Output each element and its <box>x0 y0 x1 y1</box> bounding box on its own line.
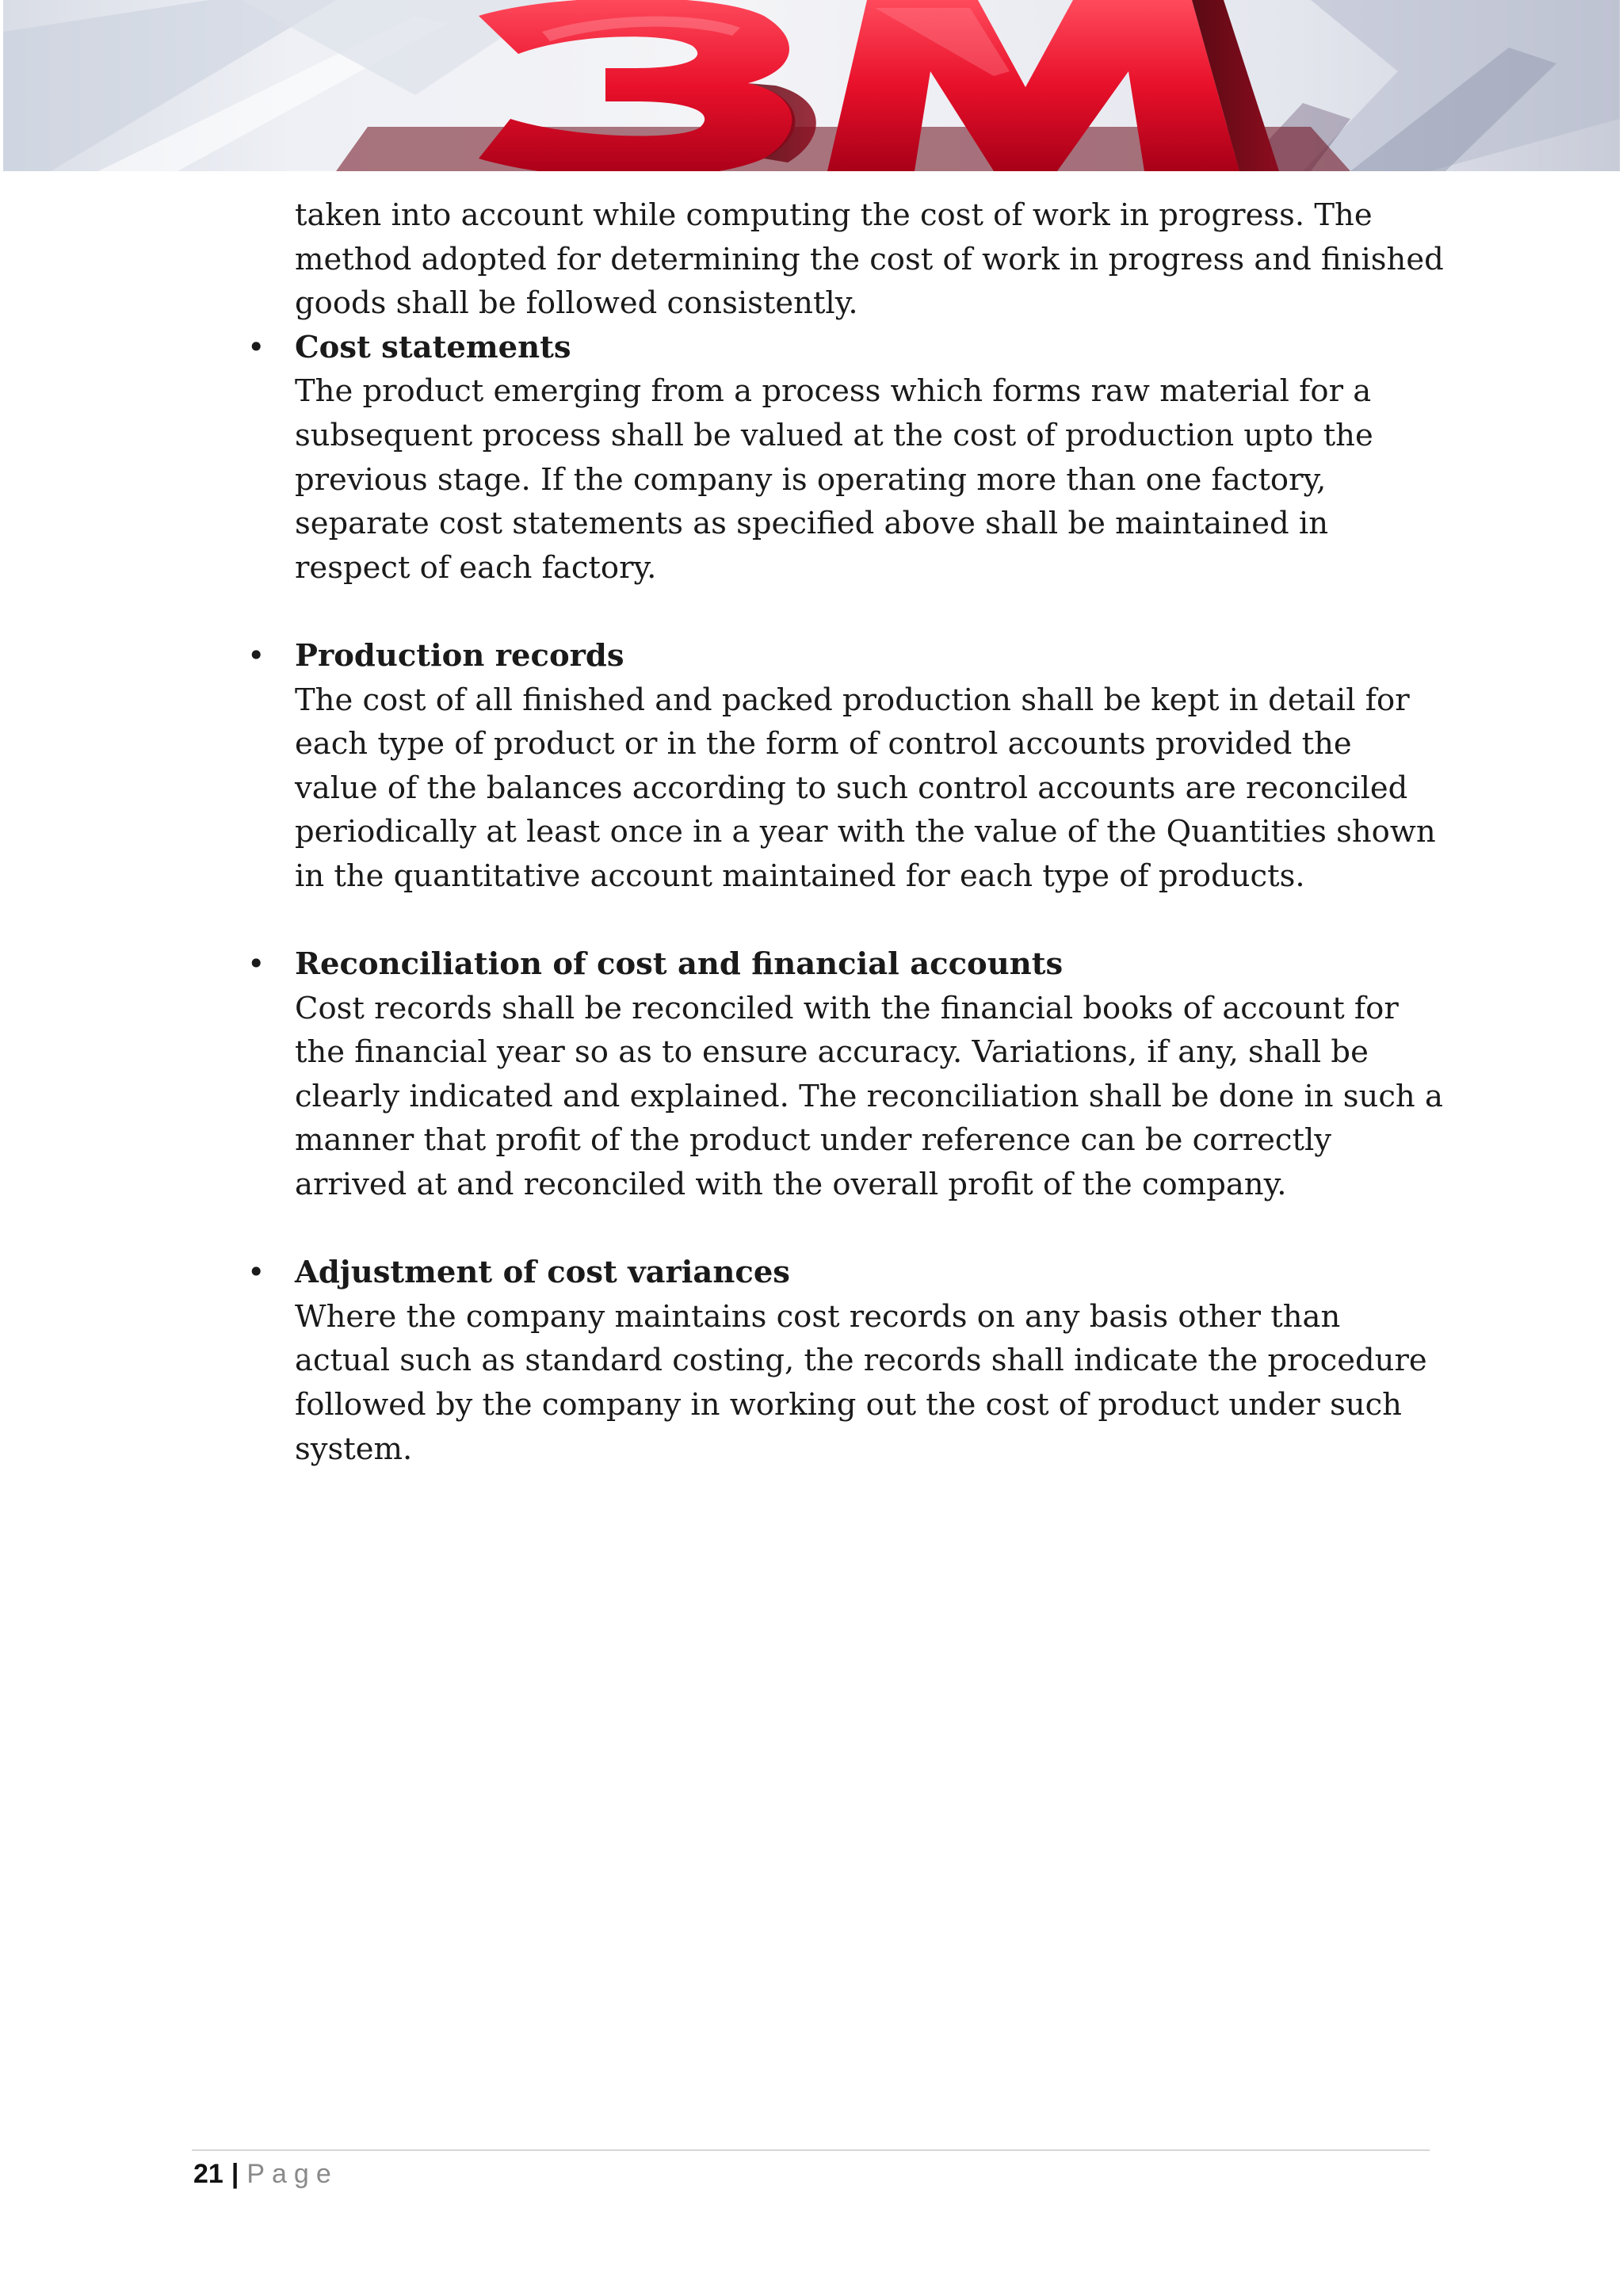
bullet-icon: • <box>247 637 265 673</box>
page-footer <box>193 2154 338 2194</box>
section-heading: Production records <box>295 637 624 674</box>
header-banner <box>3 0 1620 171</box>
section-body: Cost records shall be reconciled with the financial books of account for the financial year so as to ensure accuracy. Variations, if any, shall be clearly indicated and explained. The reconciliation shall be done in such a manner that profit of the product under reference can be correctly arrived at and reconciled with the overall profit of the company. <box>295 990 1443 1203</box>
footer-separator: | <box>231 2159 239 2189</box>
page-label: Page <box>246 2159 338 2189</box>
bullet-icon: • <box>247 946 265 982</box>
section-heading: Cost statements <box>295 329 571 365</box>
3m-logo-banner <box>3 0 1620 171</box>
section-body: Where the company maintains cost records on any basis other than actual such as standard costing, the records shall indicate the procedure followed by the company in working out the cost of product under such system. <box>295 1298 1427 1467</box>
section-cost-statements <box>247 326 1444 590</box>
section-heading: Adjustment of cost variances <box>295 1255 790 1291</box>
section-cost-variances <box>247 1251 1444 1471</box>
page-number: 21 <box>193 2159 223 2189</box>
bullet-icon: • <box>247 329 265 365</box>
footer-divider <box>192 2149 1430 2151</box>
intro-paragraph: taken into account while computing the cost of work in progress. The method adopted for determining the cost of work in progress and finished goods shall be followed consistently. <box>295 197 1444 322</box>
section-body: The cost of all finished and packed production shall be kept in detail for each type of product or in the form of control accounts provided the value of the balances according to such control accounts are reconciled periodically at least once in a year with the value of the Quantities shown in the quantitative account maintained for each type of products. <box>295 682 1436 894</box>
section-heading: Reconciliation of cost and financial accounts <box>295 946 1064 983</box>
bullet-icon: • <box>247 1255 265 1290</box>
document-body <box>247 193 1444 1471</box>
section-body: The product emerging from a process which forms raw material for a subsequent process shall be valued at the cost of production upto the previous stage. If the company is operating more than one factory, separate cost statements as specified above shall be maintained in respect of each factory. <box>295 373 1373 586</box>
section-reconciliation <box>247 942 1444 1207</box>
section-production-records <box>247 634 1444 899</box>
